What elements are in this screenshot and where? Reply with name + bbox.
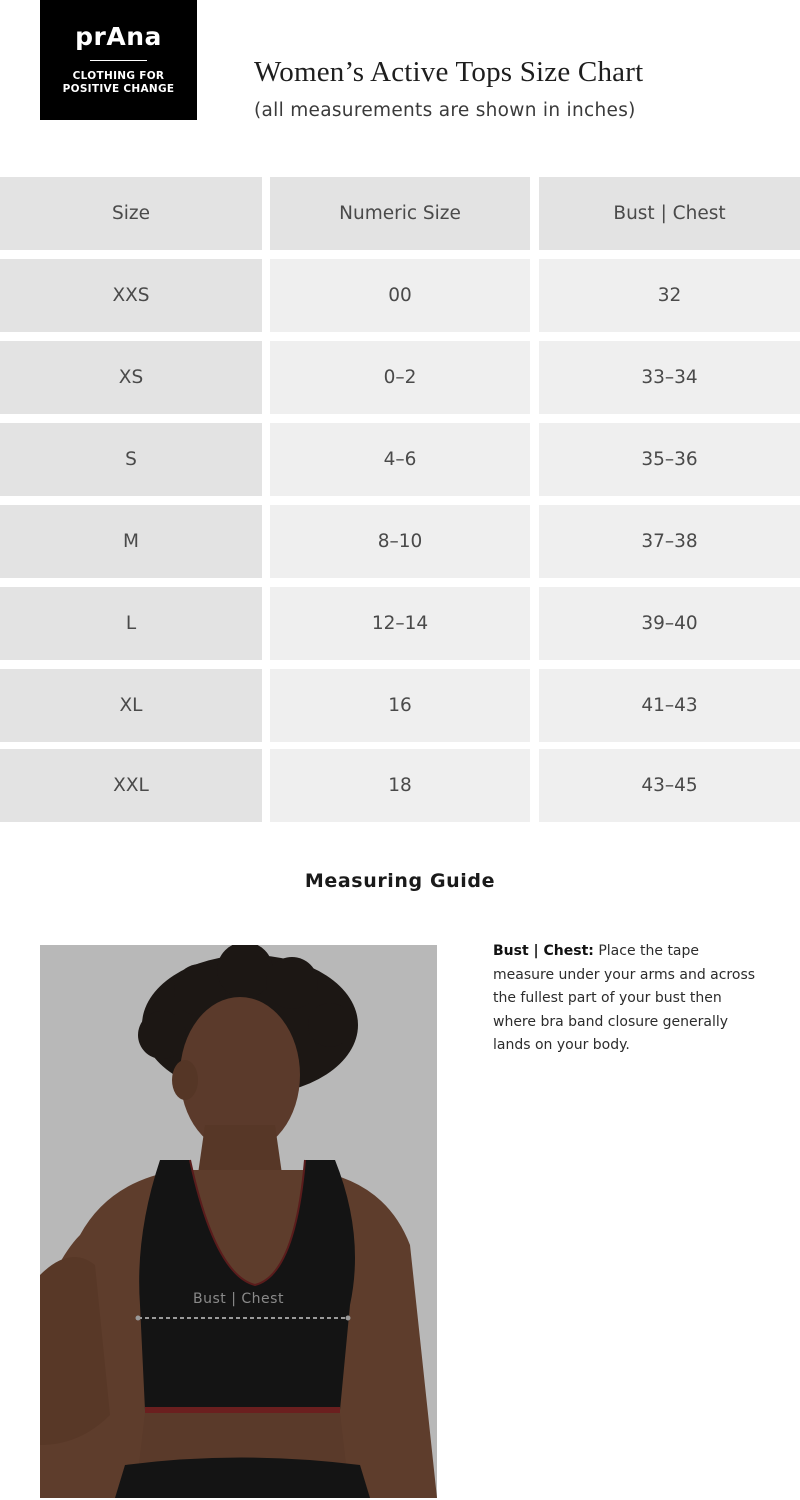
column-header-size: Size bbox=[0, 177, 262, 250]
bust-chest-term: Bust | Chest: bbox=[493, 943, 594, 959]
model-photo bbox=[40, 945, 437, 1498]
numeric-size-cell: 4–6 bbox=[270, 423, 530, 496]
bust-chest-instructions bbox=[493, 940, 763, 1058]
bust-chest-text: Place the tape measure under your arms and across the fullest part of your bust then where bra band closure generally lands on your body. bbox=[493, 943, 756, 1053]
table-row bbox=[0, 749, 800, 822]
size-cell: XS bbox=[0, 341, 262, 414]
numeric-size-cell: 0–2 bbox=[270, 341, 530, 414]
brand-logo bbox=[40, 0, 197, 120]
table-header-row bbox=[0, 177, 800, 250]
bust-chest-cell: 32 bbox=[539, 259, 800, 332]
size-cell: XL bbox=[0, 669, 262, 742]
column-header-numeric-size: Numeric Size bbox=[270, 177, 530, 250]
table-row bbox=[0, 259, 800, 332]
page-title: Women’s Active Tops Size Chart bbox=[254, 56, 644, 88]
size-cell: L bbox=[0, 587, 262, 660]
logo-tagline bbox=[40, 70, 197, 96]
size-cell: XXL bbox=[0, 749, 262, 822]
bust-chest-cell: 41–43 bbox=[539, 669, 800, 742]
bust-chest-cell: 43–45 bbox=[539, 749, 800, 822]
numeric-size-cell: 8–10 bbox=[270, 505, 530, 578]
model-illustration bbox=[40, 945, 437, 1498]
bust-chest-photo-label: Bust | Chest bbox=[193, 1291, 284, 1307]
table-row bbox=[0, 505, 800, 578]
bust-chest-cell: 33–34 bbox=[539, 341, 800, 414]
table-row bbox=[0, 423, 800, 496]
numeric-size-cell: 00 bbox=[270, 259, 530, 332]
logo-wordmark: prAna bbox=[75, 22, 162, 51]
numeric-size-cell: 16 bbox=[270, 669, 530, 742]
table-row bbox=[0, 587, 800, 660]
logo-tagline-line1: CLOTHING FOR bbox=[72, 70, 165, 82]
bust-chest-cell: 37–38 bbox=[539, 505, 800, 578]
logo-divider bbox=[90, 60, 147, 61]
logo-tagline-line2: POSITIVE CHANGE bbox=[62, 83, 175, 95]
page-subtitle: (all measurements are shown in inches) bbox=[254, 100, 636, 121]
table-row bbox=[0, 341, 800, 414]
bust-chest-cell: 35–36 bbox=[539, 423, 800, 496]
size-cell: XXS bbox=[0, 259, 262, 332]
table-row bbox=[0, 669, 800, 742]
numeric-size-cell: 18 bbox=[270, 749, 530, 822]
size-cell: M bbox=[0, 505, 262, 578]
measuring-guide-heading: Measuring Guide bbox=[304, 870, 496, 892]
column-header-bust-chest: Bust | Chest bbox=[539, 177, 800, 250]
numeric-size-cell: 12–14 bbox=[270, 587, 530, 660]
bust-chest-cell: 39–40 bbox=[539, 587, 800, 660]
size-cell: S bbox=[0, 423, 262, 496]
